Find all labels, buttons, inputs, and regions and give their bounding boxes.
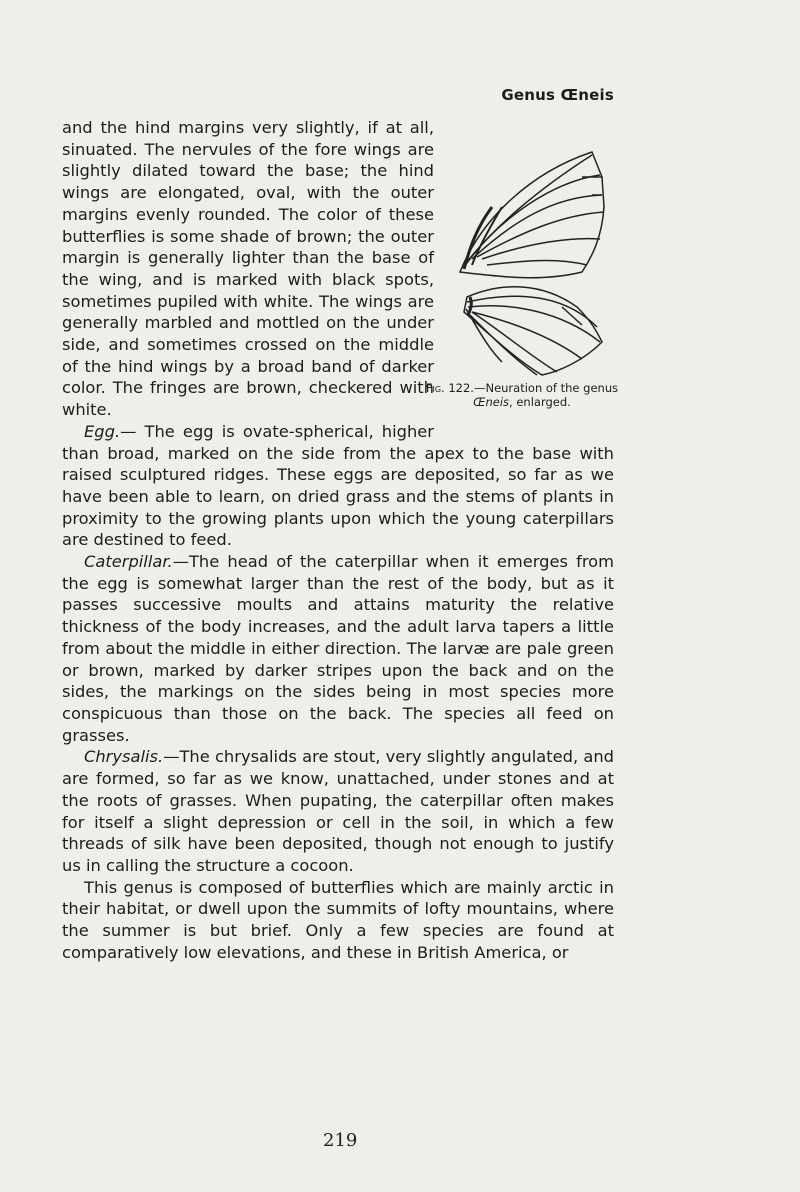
egg-heading: Egg. [84,421,121,441]
caterpillar-heading: Caterpillar. [84,552,173,572]
paragraph-egg: Egg.— The egg is ovate-spherical, higher than broad, marked on the side from the apex to the base with raised sculptured ridges. These eggs are deposited, so far as we have been able to learn, on dried grass and the stems of plants in proximity to the growing plants upon which the young caterpillars are destined to feed. [62,421,614,550]
chrysalis-heading: Chrysalis. [84,747,164,767]
paragraph-description: and the hind margins very slightly, if at all, sinuated. The nervules of the fore wings are slightly dilated toward the base; the hind wings are elongated, oval, with the outer margins evenly rounded. The color of these butterflies is some shade of brown; the outer margin is generally lighter than the base of the wing, and is marked with black spots, sometimes pupiled with white. The wings are generally marbled and mottled on the under side, and sometimes crossed on the middle of the hind wings by a broad band of darker color. The fringes are brown, checkered with white. [62,118,434,420]
hind-wing-outline [464,287,602,375]
page-number: 219 [323,1130,358,1151]
paragraph-caterpillar: Caterpillar.—The head of the caterpillar when it emerges from the egg is somewhat larger than the rest of the body, but as it passes successive moults and attains maturity the relative thickness of the body increases, and the adult larva tapers a little from about the middle in either direction. The larvæ are pale green or brown, marked by darker stripes upon the back and on the sides, the markings on the sides being in most species more conspicuous than those on the back. The species all feed on grasses. [62,552,614,745]
running-head: Genus Œneis [501,86,614,104]
figure-caption: Fig. 122.—Neuration of the genus Œneis, enlarged. [425,381,619,409]
page-body [62,117,619,963]
wing-venation-diagram [442,147,614,377]
paragraph-habitat: This genus is composed of butterflies which are mainly arctic in their habitat, or dwell upon the summits of lofty mountains, where the summer is but brief. Only a few species are found at comparatively low elevations, and these in British America, or [62,877,614,962]
figure-neuration [425,147,619,437]
paragraph-chrysalis: Chrysalis.—The chrysalids are stout, very slightly angulated, and are formed, so far as we know, unattached, under stones and at the roots of grasses. When pupating, the caterpillar often makes for itself a slight depression or cell in the soil, in which a few threads of silk have been deposited, though not enough to justify us in calling the structure a cocoon. [62,747,614,875]
